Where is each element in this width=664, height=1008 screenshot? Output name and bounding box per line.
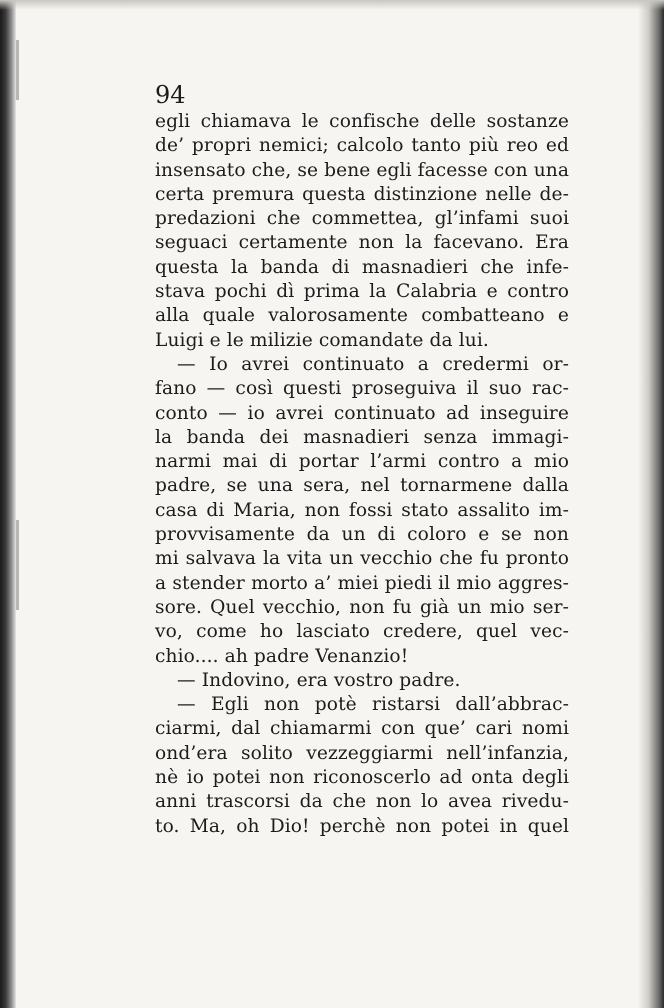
text-line: narmi mai di portar l’armi contro a mio <box>155 451 569 473</box>
text-line: ciarmi, dal chiamarmi con que’ cari nomi <box>155 718 569 740</box>
text-line: alla quale valorosamente combatteano e <box>155 305 569 327</box>
text-line: padre, se una sera, nel tornarmene dalla <box>155 475 569 497</box>
binding-speck <box>16 40 19 100</box>
page-right-edge-shadow <box>638 0 664 1008</box>
text-line: chio.... ah padre Venanzio! <box>155 645 409 667</box>
body-text <box>155 110 569 839</box>
text-line: — Indovino, era vostro padre. <box>177 669 461 691</box>
text-line: egli chiamava le confische delle sostanze <box>155 111 569 132</box>
text-line: — Io avrei continuato a credermi or- <box>177 353 569 375</box>
text-line: la banda dei masnadieri senza immagi- <box>155 426 569 448</box>
binding-speck <box>16 520 19 610</box>
text-line: provvisamente da un di coloro e se non <box>155 524 569 546</box>
text-line: certa premura questa distinzione nelle de- <box>155 183 569 205</box>
text-line: fano — così questi proseguiva il suo rac- <box>155 378 569 400</box>
text-line: Luigi e le milizie comandate da lui. <box>155 329 489 351</box>
text-line: ond’era solito vezzeggiarmi nell’infanzia, <box>155 742 569 764</box>
text-line: insensato che, se bene egli facesse con una <box>155 159 570 181</box>
text-line: casa di Maria, non fossi stato assalito im- <box>155 499 569 521</box>
text-line: conto — io avrei continuato ad inseguire <box>155 402 569 424</box>
page-top-edge-shadow <box>0 0 664 10</box>
text-line: seguaci certamente non la facevano. Era <box>155 232 569 254</box>
text-line: vo, come ho lasciato credere, quel vec- <box>155 621 569 643</box>
text-line: questa la banda di masnadieri che infe- <box>155 256 569 278</box>
text-line: stava pochi dì prima la Calabria e contro <box>155 281 569 303</box>
text-line: sore. Quel vecchio, non fu già un mio ser- <box>155 596 569 618</box>
text-line: mi salvava la vita un vecchio che fu pronto <box>155 548 569 570</box>
text-line: predazioni che commettea, gl’infami suoi <box>155 208 569 230</box>
text-line: a stender morto a’ miei piedi il mio aggres- <box>155 572 569 594</box>
text-line: nè io potei non riconoscerlo ad onta degli <box>155 767 569 789</box>
text-line: to. Ma, oh Dio! perchè non potei in quel <box>155 815 569 837</box>
text-line: — Egli non potè ristarsi dall’abbrac- <box>177 694 569 716</box>
page-number: 94 <box>155 81 186 109</box>
page-binding-shadow <box>0 0 16 1008</box>
text-line: de’ propri nemici; calcolo tanto più reo ed <box>155 135 569 157</box>
text-line: anni trascorsi da che non lo avea rivedu- <box>155 791 569 813</box>
